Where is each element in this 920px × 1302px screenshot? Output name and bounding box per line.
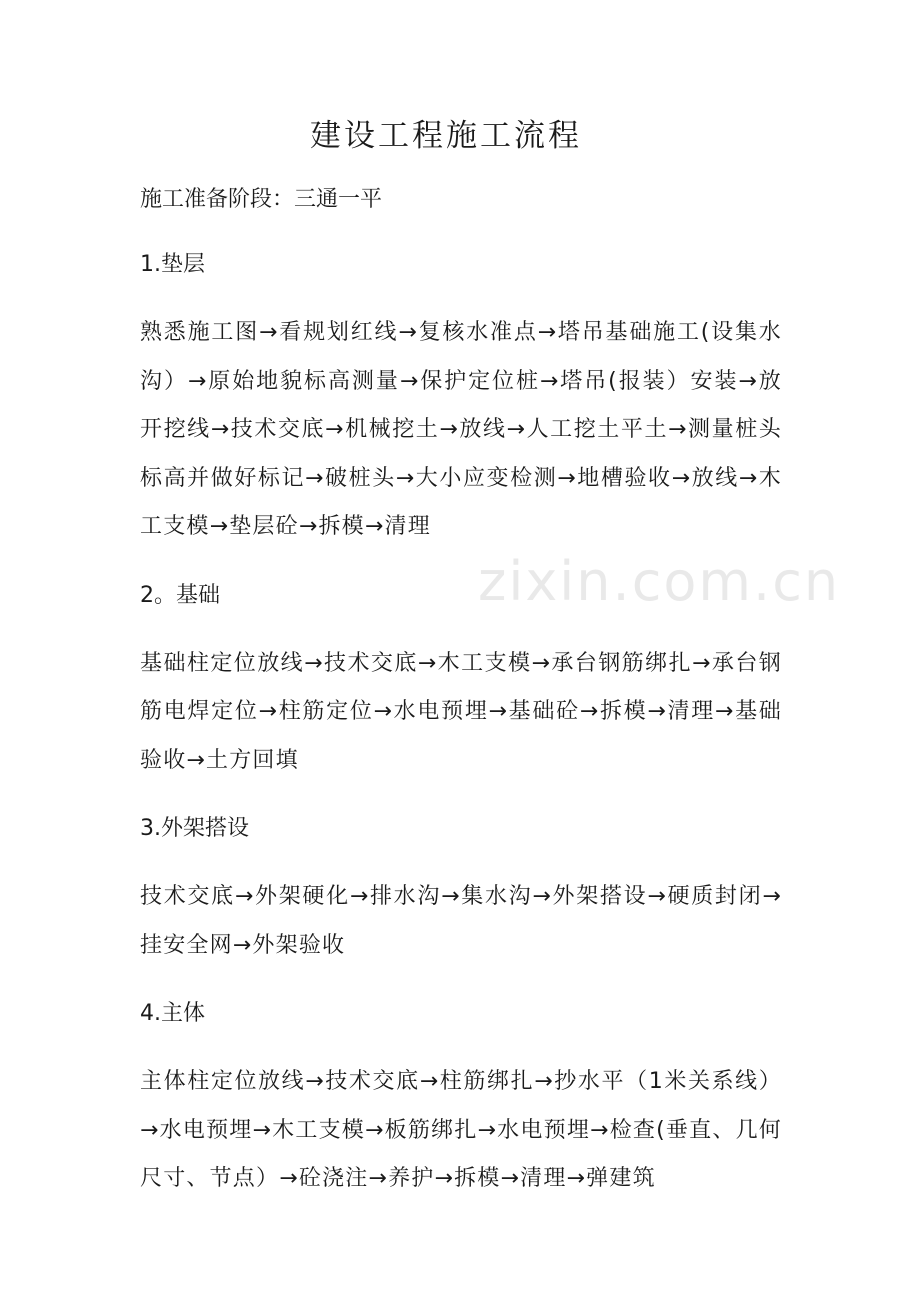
section-heading-3: 3.外架搭设 [140,816,249,841]
section-body-4: 主体柱定位放线→技术交底→柱筋绑扎→抄水平（1米关系线）→水电预埋→木工支模→板筋绑扎→水电预埋→检查(垂直、几何尺寸、节点）→砼浇注→养护→拆模→清理→弹建筑 [140,1069,782,1191]
section-heading-4: 4.主体 [140,1001,205,1026]
section-body-2: 基础柱定位放线→技术交底→木工支模→承台钢筋绑扎→承台钢筋电焊定位→柱筋定位→水电预埋→基础砼→拆模→清理→基础验收→土方回填 [140,650,782,773]
watermark: zixin.com.cn [478,550,841,613]
document-body [140,180,782,1204]
section-heading-1: 1.垫层 [140,252,205,277]
section-heading-2: 2。基础 [140,582,220,608]
section-body-3: 技术交底→外架硬化→排水沟→集水沟→外架搭设→硬质封闭→挂安全网→外架验收 [140,884,782,958]
section-body-1: 熟悉施工图→看规划红线→复核水准点→塔吊基础施工(设集水沟）→原始地貌标高测量→保护定位桩→塔吊(报装）安装→放开挖线→技术交底→机械挖土→放线→人工挖土平土→测量桩头标高并做好标记→破桩头→大小应变检测→地槽验收→放线→木工支模→垫层砼→拆模→清理 [140,320,782,539]
document-title: 建设工程施工流程 [310,118,582,154]
stage-line: 施工准备阶段：三通一平 [140,187,383,212]
